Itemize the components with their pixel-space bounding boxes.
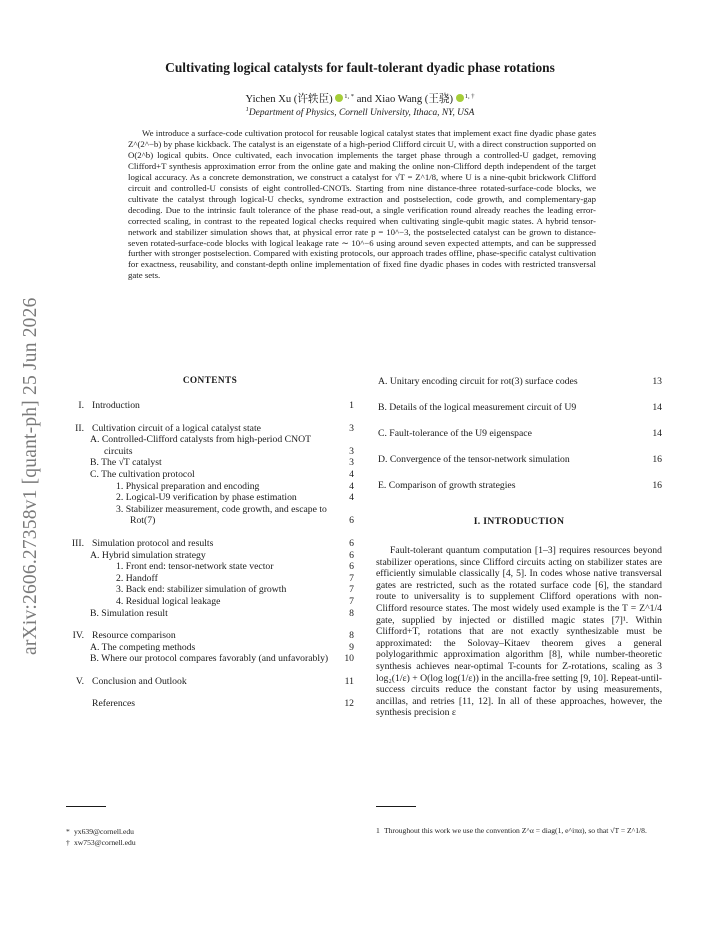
toc-entry[interactable]: II. Cultivation circuit of a logical catalyst state 3: [75, 422, 354, 434]
footnote-text: Throughout this work we use the convention Z^α = diag(1, e^iπα), so that √T = Z^1/8.: [384, 826, 647, 835]
author-name: Yichen Xu (许轶臣): [245, 94, 333, 105]
appendix-entry[interactable]: E. Comparison of growth strategies 16: [378, 480, 662, 491]
author-emails: [66, 826, 346, 848]
toc-entry[interactable]: B. The √T catalyst 3: [90, 457, 354, 469]
contents-heading: CONTENTS: [182, 376, 238, 386]
toc-entry[interactable]: 3. Back end: stabilizer simulation of growth 7: [116, 584, 354, 596]
orcid-icon[interactable]: [335, 94, 343, 102]
appendix-contents: [376, 376, 662, 506]
toc-entry[interactable]: A. The competing methods 9: [90, 641, 354, 653]
toc-entry[interactable]: III. Simulation protocol and results 6: [71, 537, 354, 549]
email-link[interactable]: yx639@cornell.edu: [74, 827, 134, 836]
appendix-entry[interactable]: D. Convergence of the tensor-network simulation 16: [378, 454, 662, 465]
toc-entry[interactable]: C. The cultivation protocol 4: [90, 468, 354, 480]
section-heading: I. INTRODUCTION: [473, 516, 565, 527]
author-conjunction: and: [356, 94, 372, 105]
email-line: † xw753@cornell.edu: [66, 838, 136, 847]
orcid-icon[interactable]: [456, 94, 464, 102]
toc-entry[interactable]: 2. Logical-U9 verification by phase estimation 4: [116, 492, 354, 504]
footnote-rule: [376, 806, 416, 807]
appendix-entry[interactable]: C. Fault-tolerance of the U9 eigenspace 14: [378, 428, 662, 439]
toc-entry[interactable]: V. Conclusion and Outlook 11: [75, 675, 354, 687]
toc-entry[interactable]: 4. Residual logical leakage 7: [116, 595, 354, 607]
footnote-rule: [66, 806, 106, 807]
affiliation: [80, 108, 640, 118]
author-marks: 1, *: [344, 93, 355, 100]
author-name: Xiao Wang (王骁): [374, 94, 454, 105]
affiliation-mark: 1: [245, 106, 249, 113]
toc-entry[interactable]: References 12: [92, 698, 354, 710]
toc-entry[interactable]: I. Introduction 1: [78, 400, 354, 411]
introduction-text: Fault-tolerant quantum computation [1–3] requires resources beyond stabilizer operations, since Clifford circuits acting on stabilizer states are efficiently simulable classically [4, 5]. In codes whose native transversal gates are restricted, such as the rotated surface code [6], the standard route to universality is to supplement Clifford operations with non-Clifford resource states. The most widely used example is the T = Z^1/4 gate, supplied by injected or distilled magic states [7]¹. Within Clifford+T, rotations that are not exactly synthesizable must be approximated: the Solovay–Kitaev theorem gives a general polylogarithmic approximation algorithm [8], while number-theoretic synthesis achieves near-optimal T-counts for Z-rotations, scaling as 3 log₂(1/ε) + O(log log(1/ε)) in the ancilla-free setting [9, 10]. Repeat-until-success circuits reduce the constant factor by using measurements, ancillas, and retries [11, 12]. In all of these approaches, however, the synthesis precision ε: [376, 545, 662, 719]
toc-entry[interactable]: B. Where our protocol compares favorably (and unfavorably) 10: [90, 653, 354, 665]
paper-title: Cultivating logical catalysts for fault-tolerant dyadic phase rotations: [165, 60, 555, 75]
toc-entry[interactable]: B. Simulation result 8: [90, 607, 354, 619]
email-line: * yx639@cornell.edu: [66, 827, 134, 836]
appendix-entry[interactable]: A. Unitary encoding circuit for rot(3) surface codes 13: [378, 376, 662, 387]
toc-entry[interactable]: 3. Stabilizer measurement, code growth, and escape to Rot(7) 6: [116, 503, 354, 527]
author-marks: 1, †: [464, 93, 475, 100]
abstract: We introduce a surface-code cultivation protocol for reusable logical catalyst states that implement exact fine dyadic phase gates Z^(2^−b) by phase kickback. The catalyst is an eigenstate of a high-period Clifford circuit U, with a direct construction supported on O(2^b) logical qubits. Once cultivated, each invocation implements the target phase through a controlled-U gadget, removing Clifford+T synthesis approximation error from the online gate and making the online non-Clifford depth independent of the target logical accuracy. As a concrete demonstration, we construct a catalyst for √T = Z^1/8, where U is a nine-qubit brickwork Clifford circuit and controlled-U consists of eight controlled-CNOTs. Starting from nine distance-three rotated-surface-code blocks, we cultivate the catalyst through logical-U checks, syndrome extraction and postselection, code growth, and complementary-gap decoding. Due to the intrinsic fault tolerance of the phase read-out, a single verification round already reaches the leading error-corrected scaling, in contrast to the repeated logical checks required when cultivating single-qubit magic states. A hybrid tensor-network and stabilizer simulation shows that, at physical error rate p = 10^−3, the postselected catalyst can be grown to distance-seven rotated-surface-code blocks with logical leakage rate ∼ 10^−6 using around seven expected attempts, and can be suppressed further with stronger postselection. Compared with existing protocols, our approach trades offline, phase-specific catalyst cultivation for exactness, reusability, and constant-depth online implementation of fixed fine dyadic phases in codes with restricted transversal gate sets.: [128, 128, 596, 281]
toc-entry[interactable]: 2. Handoff 7: [116, 572, 354, 584]
email-link[interactable]: xw753@cornell.edu: [74, 838, 136, 847]
toc-entry[interactable]: A. Hybrid simulation strategy 6: [90, 549, 354, 561]
affiliation-text: Department of Physics, Cornell University, Ithaca, NY, USA: [248, 108, 475, 118]
appendix-entry[interactable]: B. Details of the logical measurement circuit of U9 14: [378, 402, 662, 413]
footnote: 1 Throughout this work we use the convention Z^α = diag(1, e^iπα), so that √T = Z^1/8.: [376, 826, 647, 835]
toc-entry[interactable]: 1. Front end: tensor-network state vector 6: [116, 561, 354, 573]
author-line: [80, 91, 640, 106]
toc-entry[interactable]: 1. Physical preparation and encoding 4: [116, 480, 354, 492]
arxiv-identifier-stamp: arXiv:2606.27358v1 [quant-ph] 25 Jun 2026: [20, 297, 41, 655]
toc-entry[interactable]: A. Controlled-Clifford catalysts from high-period CNOT circuits 3: [90, 434, 354, 457]
toc-entry[interactable]: IV. Resource comparison 8: [72, 630, 354, 642]
table-of-contents: [66, 400, 354, 710]
